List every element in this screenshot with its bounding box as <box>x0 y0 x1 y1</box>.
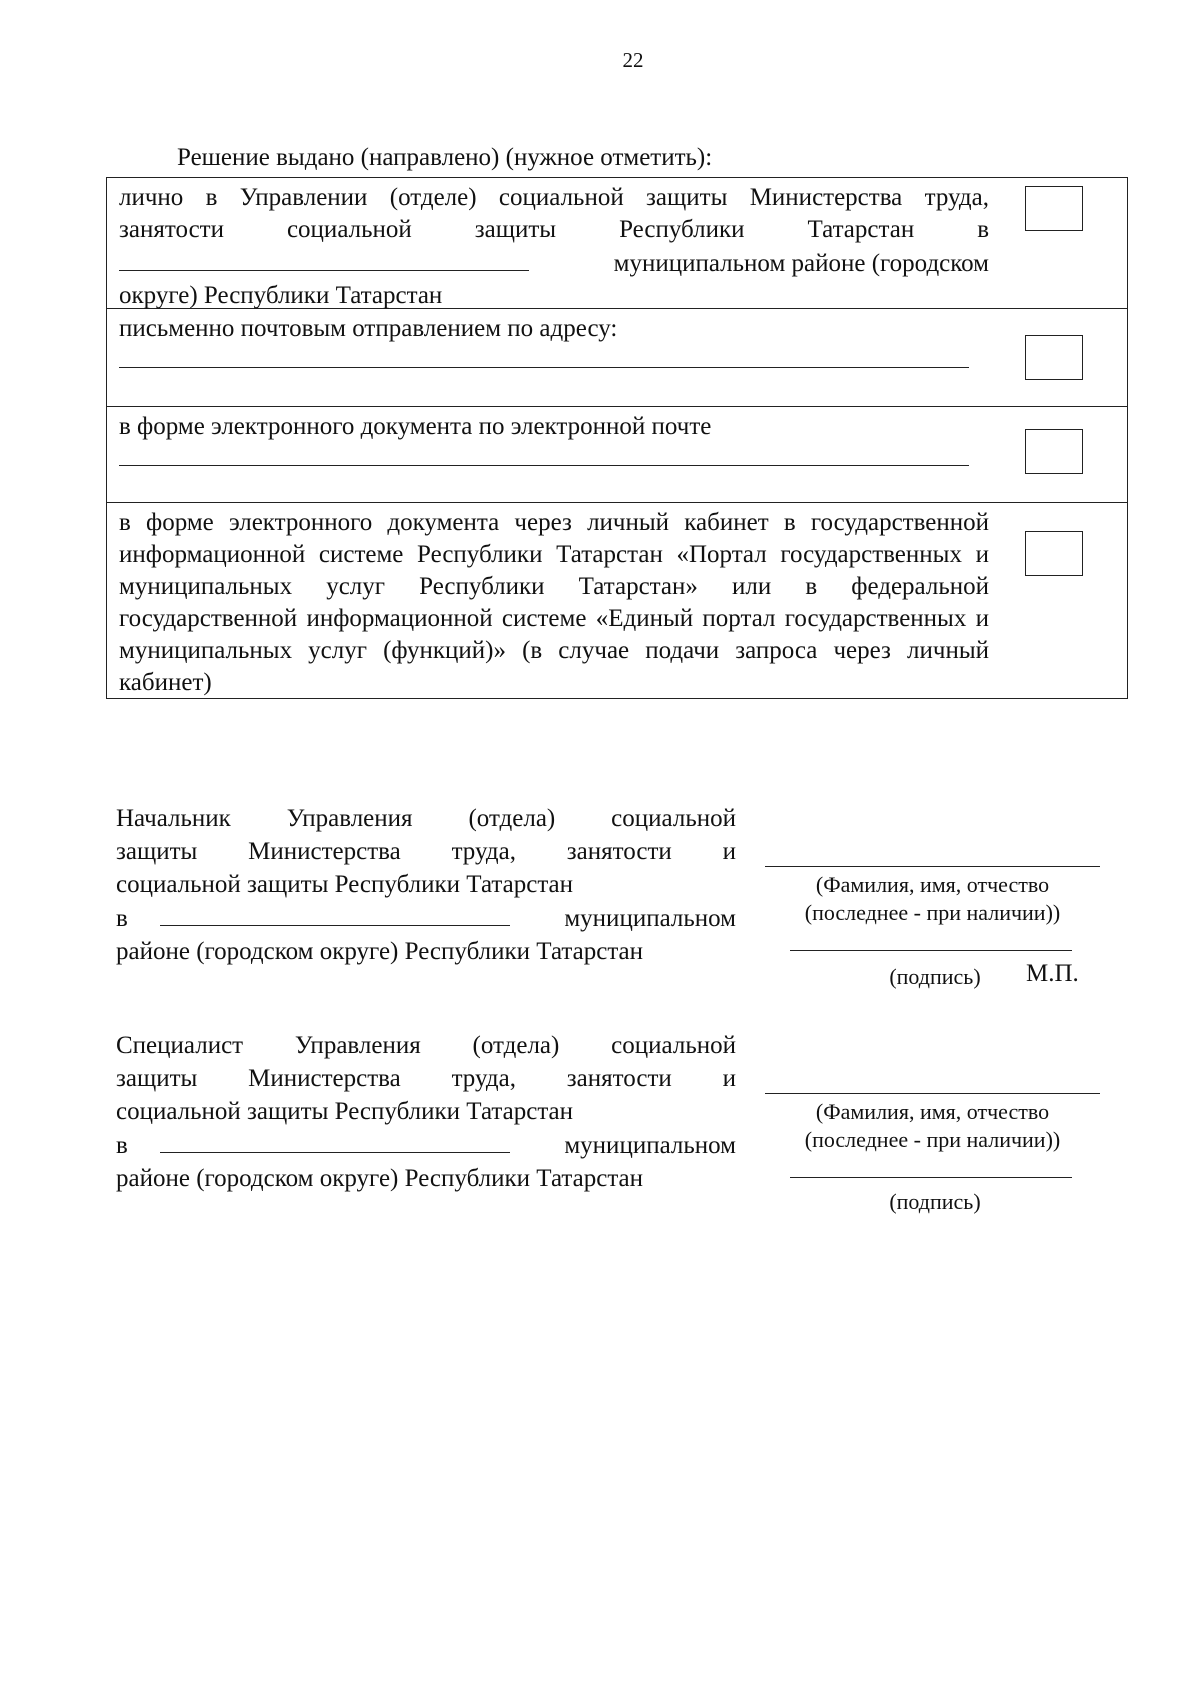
option-email-label: в форме электронного документа по электронной почте <box>119 413 712 440</box>
specialist-line-5: районе (городском округе) Республики Татарстан <box>116 1165 644 1192</box>
option-in-person-line-2: занятости социальной защиты Республики Татарстан в <box>119 216 989 243</box>
page-number: 22 <box>622 48 644 72</box>
head-line-5: районе (городском округе) Республики Татарстан <box>116 938 644 965</box>
option-portal-cell <box>107 503 1128 699</box>
municipality-blank-line[interactable] <box>119 246 529 271</box>
head-line-1: Начальник Управления (отдела) социальной <box>116 805 736 832</box>
specialist-line-3: социальной защиты Республики Татарстан <box>116 1098 574 1125</box>
specialist-fio-line[interactable] <box>765 1093 1100 1094</box>
decision-delivery-heading: Решение выдано (направлено) (нужное отметить): <box>177 144 713 171</box>
checkbox-email[interactable] <box>1025 429 1083 474</box>
specialist-line-2: защиты Министерства труда, занятости и <box>116 1065 736 1092</box>
head-signatory-block <box>116 802 736 968</box>
option-in-person-line-3: муниципальном районе (городском <box>613 250 989 277</box>
specialist-line-1: Специалист Управления (отдела) социальной <box>116 1032 736 1059</box>
option-postal-cell <box>107 309 1128 407</box>
email-blank-line[interactable] <box>119 445 969 466</box>
head-signature-line[interactable] <box>790 950 1072 951</box>
option-postal-label: письменно почтовым отправлением по адресу: <box>119 315 618 342</box>
postal-address-blank-line[interactable] <box>119 347 969 368</box>
specialist-signature-line[interactable] <box>790 1177 1072 1178</box>
specialist-line-4-prefix: в <box>116 1132 128 1159</box>
stamp-placeholder: М.П. <box>1026 960 1079 987</box>
option-in-person-text <box>107 178 1001 316</box>
specialist-line-4-suffix: муниципальном <box>564 1132 736 1159</box>
specialist-municipality-blank-line[interactable] <box>160 1128 510 1153</box>
option-in-person-cell <box>107 178 1128 309</box>
specialist-signatory-block <box>116 1029 736 1195</box>
head-line-2: защиты Министерства труда, занятости и <box>116 838 736 865</box>
head-signature-caption: (подпись) <box>889 964 981 989</box>
specialist-signature-caption: (подпись) <box>889 1189 981 1214</box>
checkbox-portal[interactable] <box>1025 531 1083 576</box>
head-fio-line[interactable] <box>765 866 1100 867</box>
head-municipality-blank-line[interactable] <box>160 901 510 926</box>
delivery-options-table <box>106 177 1128 699</box>
head-line-4-suffix: муниципальном <box>564 905 736 932</box>
head-line-4-prefix: в <box>116 905 128 932</box>
checkbox-in-person[interactable] <box>1025 186 1083 231</box>
option-in-person-line-4: округе) Республики Татарстан <box>119 282 443 309</box>
option-email-text <box>107 407 1001 470</box>
head-fio-caption: (Фамилия, имя, отчество (последнее - при наличии)) <box>804 872 1061 925</box>
option-email-cell <box>107 407 1128 503</box>
option-in-person-line-1: лично в Управлении (отделе) социальной защиты Министерства труда, <box>119 184 989 211</box>
option-portal-label: в форме электронного документа через личный кабинет в государственной информационной системе Республики Татарстан «Портал государственных и муниципальных услуг Республики Татарстан» или в федеральной государственной информационной системе «Единый портал государственных и муниципальных услуг (функций)» (в случае подачи запроса через личный кабинет) <box>119 509 989 696</box>
checkbox-postal[interactable] <box>1025 335 1083 380</box>
specialist-fio-caption: (Фамилия, имя, отчество (последнее - при наличии)) <box>804 1099 1061 1152</box>
head-line-3: социальной защиты Республики Татарстан <box>116 871 574 898</box>
option-postal-text <box>107 309 1001 372</box>
